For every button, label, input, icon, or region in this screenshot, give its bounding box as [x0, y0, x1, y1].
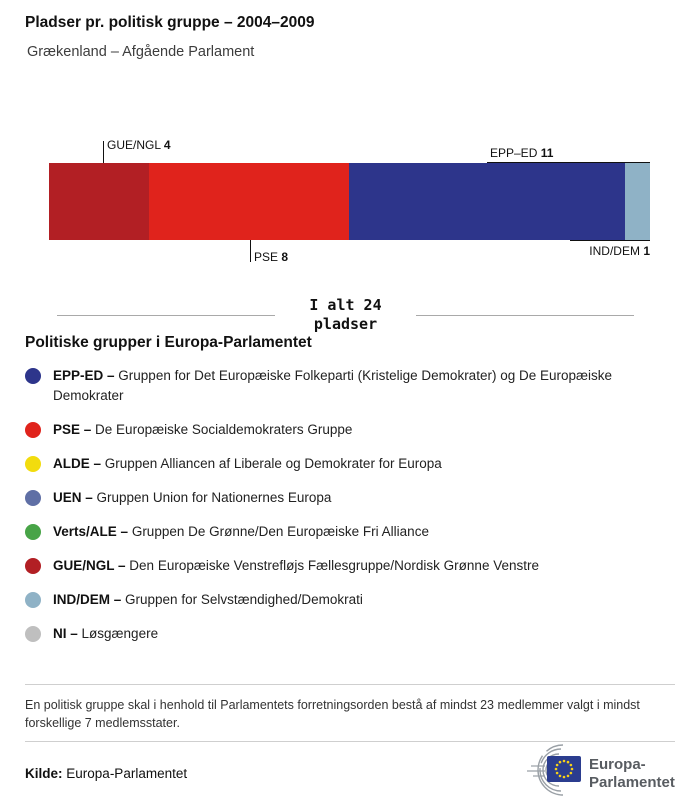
- bar-segment-pse[interactable]: [149, 163, 349, 240]
- ind-dem-label-text: IND/DEM: [589, 244, 640, 258]
- legend-desc: De Europæiske Socialdemokraters Gruppe: [95, 422, 353, 437]
- legend-abbr: IND/DEM –: [53, 592, 122, 607]
- ind-dem-label-value: 1: [643, 244, 650, 258]
- legend-item-gue-ngl[interactable]: [25, 556, 670, 576]
- legend-dot-alde: [25, 456, 41, 472]
- logo-text-line1: Europa-: [589, 756, 646, 773]
- gue-ngl-label-value: 4: [163, 138, 171, 152]
- legend-desc: Den Europæiske Venstrefløjs Fællesgruppe/Nordisk Grønne Venstre: [129, 558, 539, 573]
- source-value: Europa-Parlamentet: [66, 766, 188, 781]
- legend-item-pse[interactable]: [25, 420, 670, 440]
- logo-text-line2: Parlamentet: [589, 774, 675, 791]
- legend-item-alde[interactable]: [25, 454, 670, 474]
- legend-dot-ind-dem: [25, 592, 41, 608]
- segment-label-pse: [254, 250, 288, 264]
- page-title: Pladser pr. politisk gruppe – 2004–2009: [25, 14, 315, 31]
- eu-flag-icon: [547, 756, 581, 782]
- legend-dot-ni: [25, 626, 41, 642]
- total-rule-left: [57, 315, 275, 316]
- legend-abbr: GUE/NGL –: [53, 558, 126, 573]
- legend-list: [25, 366, 670, 658]
- gue-ngl-label-text: GUE/NGL: [107, 138, 161, 152]
- total-line1: I alt 24: [309, 296, 382, 314]
- stacked-bar: [49, 163, 650, 240]
- pse-leader-line: [250, 240, 251, 262]
- legend-desc: Løsgængere: [81, 626, 159, 641]
- legend-dot-pse: [25, 422, 41, 438]
- total-seats-label: [275, 296, 415, 334]
- legend-desc: Gruppen Alliancen af Liberale og Demokrater for Europa: [104, 456, 442, 471]
- total-line2: pladser: [313, 315, 378, 333]
- gue-ngl-leader-line: [103, 141, 104, 163]
- epp-ed-label-text: EPP–ED: [490, 146, 538, 160]
- legend-desc: Gruppen for Det Europæiske Folkeparti (Kristelige Demokrater) og De Europæiske Demokrater: [53, 368, 613, 403]
- logo-text: [589, 756, 675, 791]
- legend-dot-gue-ngl: [25, 558, 41, 574]
- segment-label-epp-ed: [490, 146, 553, 160]
- legend-abbr: UEN –: [53, 490, 93, 505]
- legend-item-ni[interactable]: [25, 624, 670, 644]
- page-subtitle: Grækenland – Afgående Parlament: [27, 44, 255, 60]
- segment-label-gue-ngl: [107, 138, 171, 152]
- legend-abbr: NI –: [53, 626, 78, 641]
- legend-desc: Gruppen De Grønne/Den Europæiske Fri Alliance: [131, 524, 429, 539]
- pse-label-value: 8: [281, 250, 289, 264]
- source-label: Kilde:: [25, 766, 63, 781]
- legend-item-uen[interactable]: [25, 488, 670, 508]
- legend-desc: Gruppen for Selvstændighed/Demokrati: [125, 592, 363, 607]
- legend-item-verts-ale[interactable]: [25, 522, 670, 542]
- legend-desc: Gruppen Union for Nationernes Europa: [96, 490, 332, 505]
- legend-abbr: Verts/ALE –: [53, 524, 129, 539]
- bar-segment-epp-ed[interactable]: [349, 163, 624, 240]
- footnote: En politisk gruppe skal i henhold til Parlamentets forretningsorden bestå af mindst 23 medlemmer valgt i mindst forskellige 7 medlemsstater.: [25, 698, 640, 730]
- source: [25, 766, 187, 781]
- divider-top: [25, 684, 675, 685]
- europa-parlamentet-logo: [501, 744, 686, 796]
- ind-dem-leader-line: [570, 240, 650, 241]
- pse-label-text: PSE: [254, 250, 279, 264]
- bar-segment-ind-dem[interactable]: [625, 163, 650, 240]
- bar-segment-gue-ngl[interactable]: [49, 163, 149, 240]
- legend-dot-epp-ed: [25, 368, 41, 384]
- legend-abbr: EPP-ED –: [53, 368, 115, 383]
- total-rule-right: [416, 315, 634, 316]
- legend-item-ind-dem[interactable]: [25, 590, 670, 610]
- legend-dot-uen: [25, 490, 41, 506]
- legend-abbr: ALDE –: [53, 456, 102, 471]
- seats-chart: [49, 140, 650, 272]
- segment-label-ind-dem: [589, 244, 650, 258]
- total-seats: [0, 296, 700, 334]
- epp-ed-label-value: 11: [540, 146, 554, 160]
- divider-bottom: [25, 741, 675, 742]
- legend-dot-verts-ale: [25, 524, 41, 540]
- legend-abbr: PSE –: [53, 422, 92, 437]
- legend-item-epp-ed[interactable]: [25, 366, 670, 406]
- legend-heading: Politiske grupper i Europa-Parlamentet: [25, 334, 312, 351]
